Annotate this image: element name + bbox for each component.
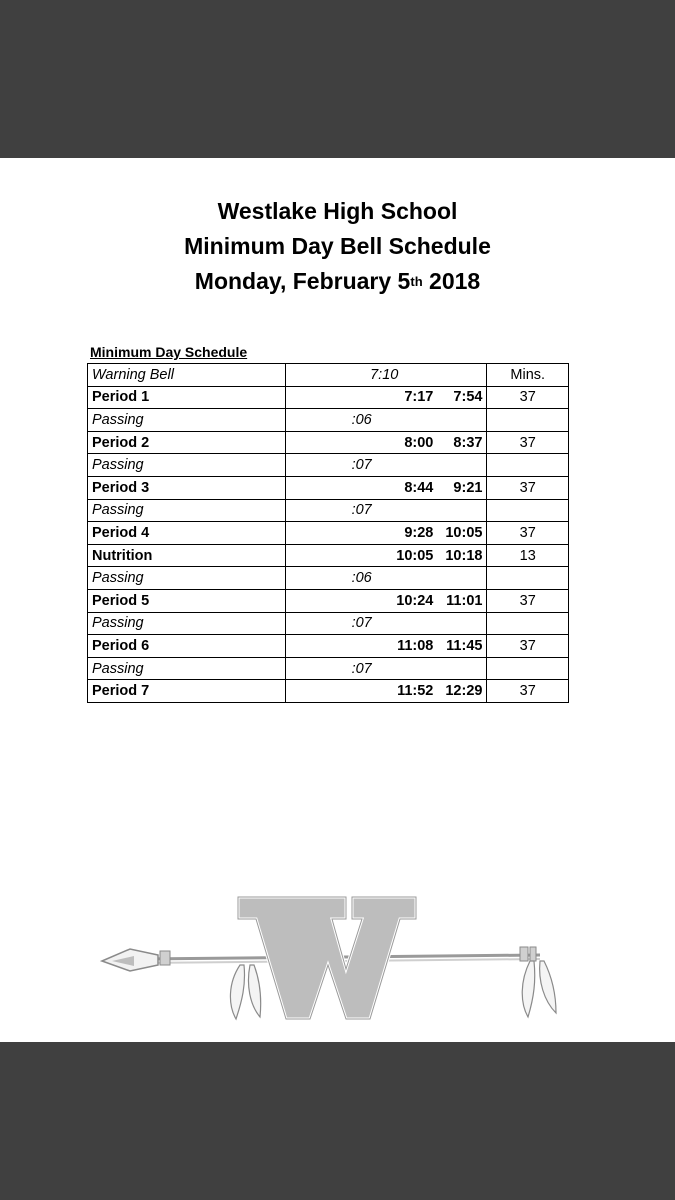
table-row bbox=[88, 364, 569, 387]
row-mins: 37 bbox=[487, 589, 569, 612]
row-start: 10:24 bbox=[286, 589, 442, 612]
row-name: Period 3 bbox=[88, 476, 286, 499]
row-start: 9:28 bbox=[286, 522, 442, 545]
row-name: Passing bbox=[88, 567, 286, 590]
row-mins: 37 bbox=[487, 476, 569, 499]
row-start: 7:17 bbox=[286, 386, 442, 409]
school-name: Westlake High School bbox=[217, 198, 458, 224]
row-start: :07 bbox=[286, 454, 442, 477]
row-name: Passing bbox=[88, 499, 286, 522]
row-name: Period 4 bbox=[88, 522, 286, 545]
row-name: Period 1 bbox=[88, 386, 286, 409]
row-mins: 37 bbox=[487, 522, 569, 545]
row-name: Nutrition bbox=[88, 544, 286, 567]
table-row bbox=[88, 544, 569, 567]
table-row bbox=[88, 589, 569, 612]
table-caption: Minimum Day Schedule bbox=[90, 344, 248, 360]
row-end bbox=[441, 409, 487, 432]
table-row bbox=[88, 454, 569, 477]
row-name: Period 5 bbox=[88, 589, 286, 612]
table-row bbox=[88, 499, 569, 522]
row-end bbox=[441, 454, 487, 477]
row-start: :06 bbox=[286, 409, 442, 432]
row-mins: 37 bbox=[487, 431, 569, 454]
row-start: 11:52 bbox=[286, 680, 442, 703]
row-mins bbox=[487, 567, 569, 590]
row-start: 8:44 bbox=[286, 476, 442, 499]
row-end: 9:21 bbox=[441, 476, 487, 499]
row-name: Warning Bell bbox=[88, 364, 286, 387]
row-mins bbox=[487, 612, 569, 635]
row-start: 8:00 bbox=[286, 431, 442, 454]
schedule-document bbox=[0, 158, 675, 1042]
bell-schedule-table bbox=[87, 363, 569, 703]
table-row bbox=[88, 635, 569, 658]
row-start: 11:08 bbox=[286, 635, 442, 658]
top-dark-band bbox=[0, 0, 675, 158]
row-end bbox=[441, 567, 487, 590]
row-end bbox=[441, 612, 487, 635]
row-end: 8:37 bbox=[441, 431, 487, 454]
date-ordinal: th bbox=[410, 274, 423, 289]
right-feathers-icon bbox=[522, 961, 556, 1017]
row-name: Period 6 bbox=[88, 635, 286, 658]
row-name: Period 2 bbox=[88, 431, 286, 454]
row-end: 7:54 bbox=[441, 386, 487, 409]
table-row bbox=[88, 657, 569, 680]
row-mins: 37 bbox=[487, 386, 569, 409]
table-row bbox=[88, 567, 569, 590]
row-start: 7:10 bbox=[286, 364, 487, 387]
row-start: :07 bbox=[286, 499, 442, 522]
row-name: Passing bbox=[88, 409, 286, 432]
row-mins bbox=[487, 657, 569, 680]
row-end: 11:45 bbox=[441, 635, 487, 658]
row-end: 10:18 bbox=[441, 544, 487, 567]
row-end: 12:29 bbox=[441, 680, 487, 703]
table-row bbox=[88, 612, 569, 635]
row-mins bbox=[487, 454, 569, 477]
row-end bbox=[441, 657, 487, 680]
mins-header: Mins. bbox=[487, 364, 569, 387]
row-start: :06 bbox=[286, 567, 442, 590]
row-mins bbox=[487, 409, 569, 432]
row-mins: 37 bbox=[487, 635, 569, 658]
westlake-w-arrow-logo bbox=[100, 893, 580, 1023]
row-name: Passing bbox=[88, 454, 286, 477]
date-prefix: Monday, February 5 bbox=[194, 268, 411, 294]
row-mins: 13 bbox=[487, 544, 569, 567]
table-row bbox=[88, 431, 569, 454]
row-mins bbox=[487, 499, 569, 522]
row-start: 10:05 bbox=[286, 544, 442, 567]
table-row bbox=[88, 476, 569, 499]
row-mins: 37 bbox=[487, 680, 569, 703]
bottom-dark-band bbox=[0, 1042, 675, 1200]
row-end: 11:01 bbox=[441, 589, 487, 612]
table-row bbox=[88, 680, 569, 703]
left-feathers-icon bbox=[230, 965, 260, 1019]
row-name: Passing bbox=[88, 612, 286, 635]
row-end bbox=[441, 499, 487, 522]
date-year: 2018 bbox=[422, 268, 481, 294]
schedule-date bbox=[0, 264, 675, 299]
row-start: :07 bbox=[286, 657, 442, 680]
row-name: Period 7 bbox=[88, 680, 286, 703]
table-row bbox=[88, 386, 569, 409]
schedule-title: Minimum Day Bell Schedule bbox=[184, 233, 491, 259]
document-title bbox=[0, 194, 675, 299]
table-row bbox=[88, 522, 569, 545]
row-end: 10:05 bbox=[441, 522, 487, 545]
row-start: :07 bbox=[286, 612, 442, 635]
row-name: Passing bbox=[88, 657, 286, 680]
table-row bbox=[88, 409, 569, 432]
